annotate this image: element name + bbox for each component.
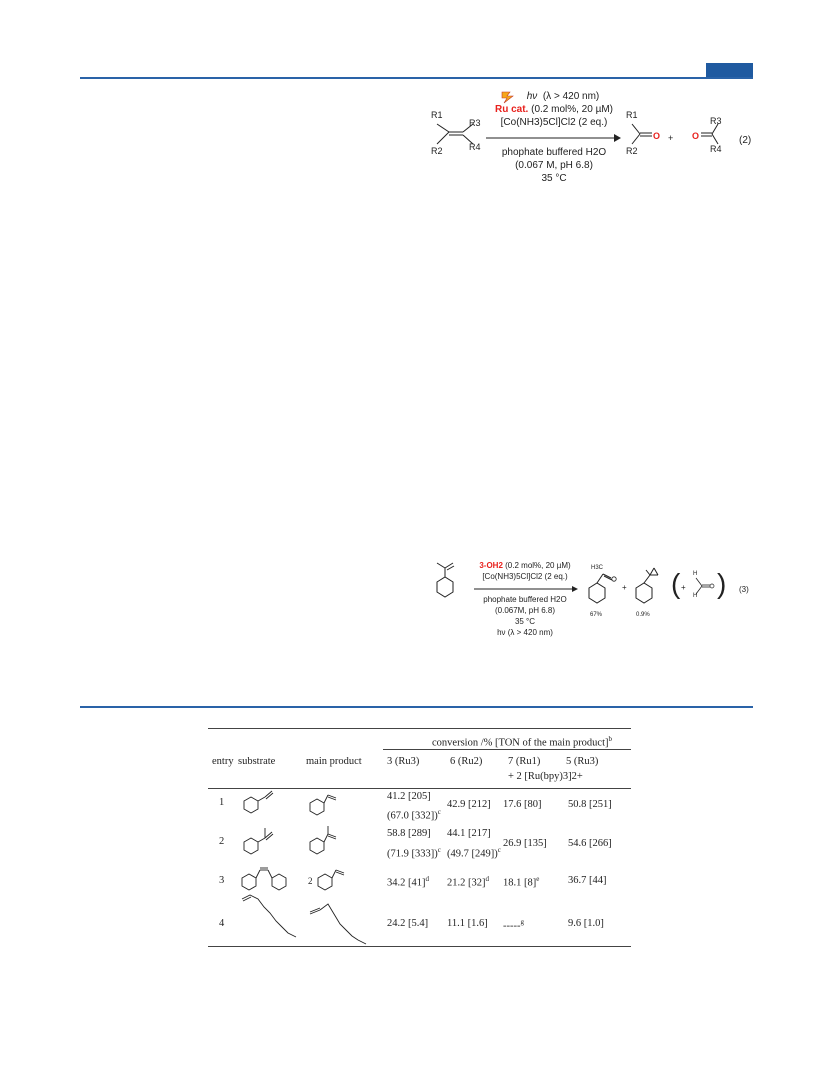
row2-c6: 44.1 [217] bbox=[447, 828, 491, 839]
stilbene-icon bbox=[238, 862, 288, 892]
row2-c5: 54.6 [266] bbox=[568, 838, 612, 849]
formaldehyde-h2: H bbox=[693, 593, 698, 599]
row1-c7: 17.6 [80] bbox=[503, 799, 542, 810]
row1-c3b: (67.0 [332])$^c$ bbox=[387, 808, 441, 822]
plus-sign-paren: + bbox=[681, 583, 686, 592]
acetophenone-icon bbox=[306, 824, 346, 856]
scheme3-loading: (0.2 mol%, 20 µM) bbox=[505, 561, 571, 570]
substituent-r2: R2 bbox=[431, 146, 443, 156]
substituent-r1: R1 bbox=[431, 110, 443, 120]
header-accent-tab bbox=[706, 63, 753, 77]
scheme3-solvent: phophate buffered H2O bbox=[483, 595, 567, 604]
alpha-methylstyrene bbox=[425, 562, 465, 607]
benzaldehyde-icon bbox=[306, 787, 346, 817]
row2-c6b: (49.7 [249])$^c$ bbox=[447, 846, 501, 860]
col-substrate: substrate bbox=[238, 756, 276, 767]
scheme2-conditions bbox=[484, 90, 624, 129]
col-7b: + 2 [Ru(bpy)3]2+ bbox=[508, 771, 583, 782]
row1-c5: 50.8 [251] bbox=[568, 799, 612, 810]
product1-label: H3C bbox=[591, 565, 604, 571]
solvent-conditions: (0.067 M, pH 6.8) bbox=[515, 160, 593, 171]
benzaldehyde-icon-2 bbox=[314, 862, 354, 892]
row1-c6: 42.9 [212] bbox=[447, 799, 491, 810]
row3-product-prefix: 2 bbox=[308, 876, 313, 886]
substituent-r4: R4 bbox=[469, 142, 481, 152]
formaldehyde-h1: H bbox=[693, 571, 698, 577]
section-rule bbox=[80, 706, 753, 708]
row3-entry: 3 bbox=[219, 875, 225, 886]
styrene-icon bbox=[240, 787, 280, 817]
scheme3-conditions-below bbox=[470, 594, 580, 638]
col-5: 5 (Ru3) bbox=[566, 756, 599, 767]
product-r1: R1 bbox=[626, 110, 638, 120]
paren-close: ) bbox=[717, 568, 727, 599]
hv-label: hν bbox=[526, 91, 538, 102]
col-main-product: main product bbox=[306, 756, 362, 767]
alpha-methylstyrene-icon bbox=[240, 824, 280, 856]
solvent: phophate buffered H2O bbox=[501, 147, 607, 158]
oxidant: [Co(NH3)5Cl]Cl2 (2 eq.) bbox=[500, 117, 608, 128]
row3-c3: 34.2 $[41]^d$ bbox=[387, 875, 429, 889]
row4-c6: 11.1 [1.6] bbox=[447, 918, 488, 929]
reaction-arrow-2 bbox=[486, 133, 621, 143]
row2-c7: 26.9 [135] bbox=[503, 838, 547, 849]
row3-c5: 36.7 [44] bbox=[568, 875, 607, 886]
row3-c7: 18.1 $[8]^e$ bbox=[503, 875, 540, 889]
col-6: 6 (Ru2) bbox=[450, 756, 483, 767]
scheme3-oxidant: [Co(NH3)5Cl]Cl2 (2 eq.) bbox=[482, 572, 568, 581]
product-r2: R2 bbox=[626, 146, 638, 156]
conversion-rule bbox=[383, 749, 631, 750]
row4-c5: 9.6 [1.0] bbox=[568, 918, 604, 929]
ru-cat-label: Ru cat. bbox=[494, 104, 529, 115]
aldehyde-chain-icon bbox=[306, 898, 376, 946]
conversion-header: conversion /% [TON of the main product]$^b$ bbox=[432, 735, 613, 749]
row1-entry: 1 bbox=[219, 797, 225, 808]
reaction-arrow-3 bbox=[474, 584, 579, 594]
epoxide-product bbox=[632, 562, 672, 607]
catalyst-loading: (0.2 mol%, 20 µM) bbox=[531, 104, 614, 115]
col-7: 7 (Ru1) bbox=[508, 756, 541, 767]
row4-c7: -----$^g$ bbox=[503, 918, 524, 932]
plus-sign: + bbox=[668, 133, 674, 143]
plus-sign-3: + bbox=[622, 583, 627, 592]
row4-c3: 24.2 [5.4] bbox=[387, 918, 429, 929]
row2-c3b: (71.9 [333])$^c$ bbox=[387, 846, 441, 860]
ketone-oxygen: O bbox=[653, 131, 661, 141]
product-r3: R3 bbox=[710, 116, 722, 126]
substituent-r3: R3 bbox=[469, 118, 481, 128]
row2-c3: 58.8 [289] bbox=[387, 828, 431, 839]
row2-entry: 2 bbox=[219, 836, 225, 847]
temperature: 35 °C bbox=[541, 173, 567, 184]
3oh2-label: 3-OH2 bbox=[479, 561, 503, 570]
alkene-chain-icon bbox=[238, 893, 304, 941]
product1-yield: 67% bbox=[590, 612, 603, 618]
light-condition: (λ > 420 nm) bbox=[542, 91, 600, 102]
table-top-rule bbox=[208, 728, 631, 729]
carbonyl-oxygen: O bbox=[692, 131, 700, 141]
table-bottom-rule bbox=[208, 946, 631, 947]
row4-entry: 4 bbox=[219, 918, 225, 929]
scheme2-conditions-below bbox=[484, 146, 624, 185]
col-entry: entry bbox=[212, 756, 234, 767]
row3-c6: 21.2 $[32]^d$ bbox=[447, 875, 489, 889]
scheme3-temperature: 35 °C bbox=[514, 617, 536, 626]
col-3: 3 (Ru3) bbox=[387, 756, 420, 767]
row1-c3: 41.2 [205] bbox=[387, 791, 431, 802]
equation-number-3: (3) bbox=[739, 585, 749, 594]
product-r4: R4 bbox=[710, 144, 722, 154]
equation-number-2: (2) bbox=[739, 135, 752, 146]
scheme3-light: hν (λ > 420 nm) bbox=[497, 628, 553, 637]
header-rule bbox=[80, 77, 753, 79]
paren-open: ( bbox=[671, 568, 681, 599]
scheme3-conditions bbox=[470, 560, 580, 582]
product2-yield: 0.9% bbox=[636, 612, 650, 618]
scheme3-solvent-conditions: (0.067M, pH 6.8) bbox=[494, 606, 556, 615]
